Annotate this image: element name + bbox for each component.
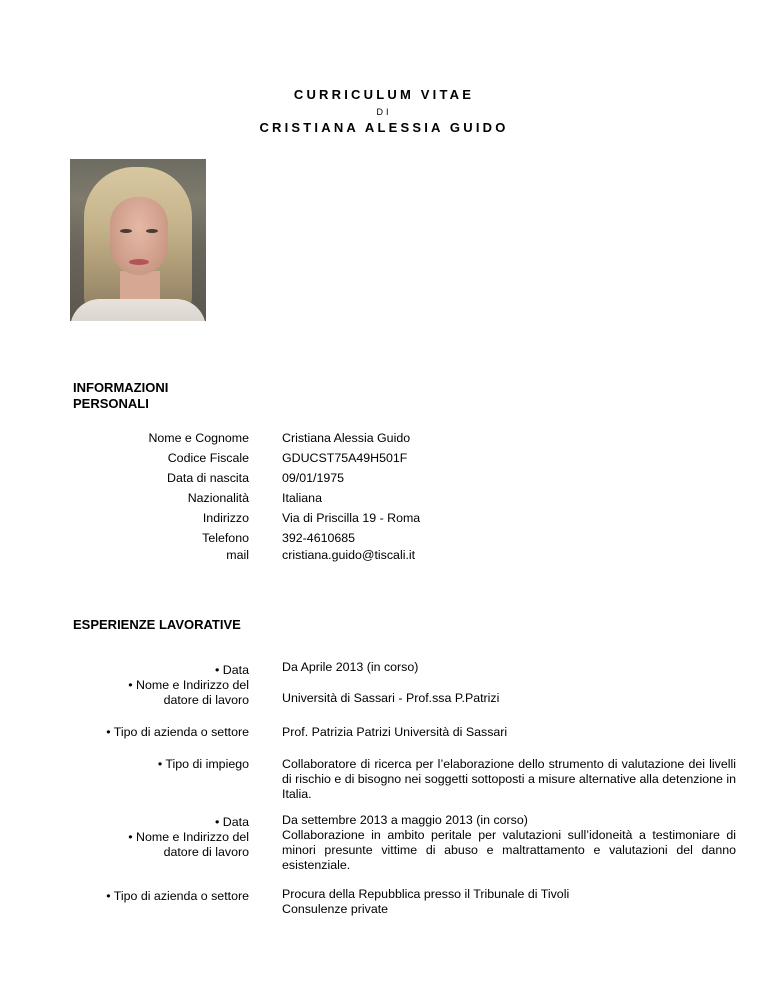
- value-mail: cristiana.guido@tiscali.it: [282, 548, 416, 562]
- value-name: Cristiana Alessia Guido: [282, 431, 411, 445]
- label-tax-code: Codice Fiscale: [167, 451, 249, 465]
- exp2-label-employer: • Nome e Indirizzo del: [128, 830, 249, 844]
- exp1-label-job-type: • Tipo di impiego: [157, 757, 249, 771]
- label-birth-date: Data di nascita: [167, 471, 249, 485]
- exp2-value-employer: Collaborazione in ambito peritale per valutazioni sull’idoneità a testimoniare di minori presunte vittime di abuso e maltrattamento e valutazioni del danno esistenziale.: [282, 828, 736, 872]
- exp1-value-job-type: Collaboratore di ricerca per l’elaborazione dello strumento di valutazione dei livelli di rischio e di bisogno nei soggetti sottoposti a misure alternative alla detenzione in Italia.: [282, 757, 736, 801]
- value-nationality: Italiana: [282, 491, 322, 505]
- exp1-value-date: Da Aprile 2013 (in corso): [282, 660, 419, 674]
- value-birth-date: 09/01/1975: [282, 471, 345, 485]
- exp1-value-employer: Università di Sassari - Prof.ssa P.Patrizi: [282, 691, 500, 705]
- photo-eye-right: [146, 229, 158, 233]
- section-title-line: PERSONALI: [73, 396, 149, 411]
- photo-lips: [129, 259, 149, 265]
- document-title: CURRICULUM VITAE: [293, 87, 475, 102]
- value-tax-code: GDUCST75A49H501F: [282, 451, 408, 465]
- exp2-label-date: • Data: [215, 815, 249, 829]
- exp2-value-sector: Procura della Repubblica presso il Tribunale di Tivoli: [282, 887, 570, 901]
- document-owner-name: CRISTIANA ALESSIA GUIDO: [259, 120, 509, 135]
- label-phone: Telefono: [202, 531, 249, 545]
- exp1-label-employer: • Nome e Indirizzo del: [128, 678, 249, 692]
- section-title-line: INFORMAZIONI: [73, 380, 169, 395]
- section-title-work-experience: ESPERIENZE LAVORATIVE: [73, 617, 241, 632]
- exp2-label-employer-cont: datore di lavoro: [163, 845, 249, 859]
- label-nationality: Nazionalità: [187, 491, 249, 505]
- label-name: Nome e Cognome: [148, 431, 249, 445]
- label-mail: mail: [226, 548, 249, 562]
- exp1-label-sector: • Tipo di azienda o settore: [106, 725, 249, 739]
- document-title-di: DI: [376, 107, 392, 117]
- profile-photo: [70, 159, 206, 321]
- exp1-label-date: • Data: [215, 663, 249, 677]
- section-title-personal-info: [73, 380, 168, 412]
- exp2-label-sector: • Tipo di azienda o settore: [106, 889, 249, 903]
- exp1-label-employer-cont: datore di lavoro: [163, 693, 249, 707]
- label-address: Indirizzo: [202, 511, 249, 525]
- value-phone: 392-4610685: [282, 531, 356, 545]
- value-address: Via di Priscilla 19 - Roma: [282, 511, 421, 525]
- exp1-value-sector: Prof. Patrizia Patrizi Università di Sassari: [282, 725, 508, 739]
- exp2-value-sector-cont: Consulenze private: [282, 902, 389, 916]
- photo-shoulders: [70, 299, 206, 321]
- photo-eye-left: [120, 229, 132, 233]
- exp2-value-date: Da settembre 2013 a maggio 2013 (in corso): [282, 813, 528, 827]
